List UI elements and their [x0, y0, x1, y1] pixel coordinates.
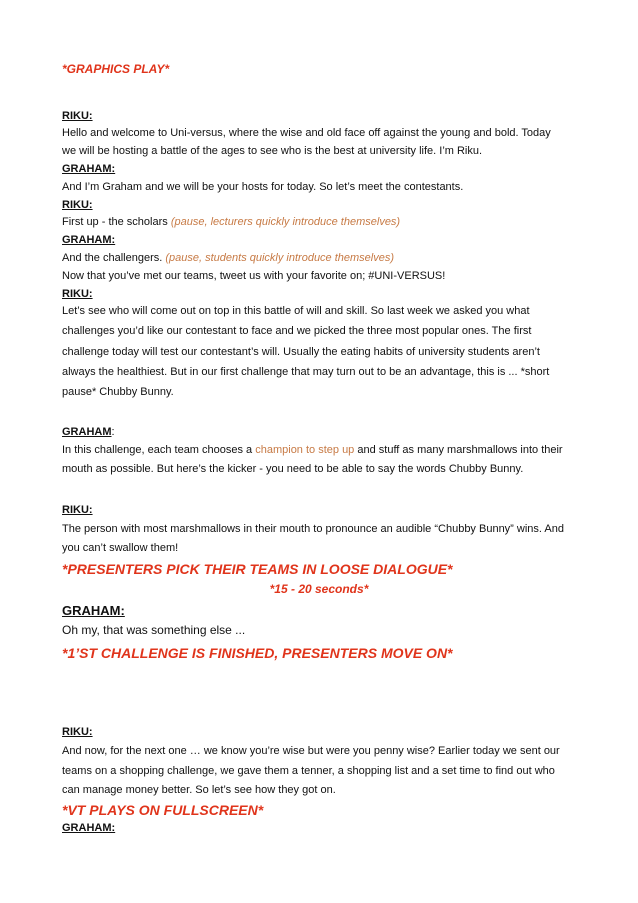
- riku-line-10a: And now, for the next one … we know you’re wise but were you penny wise? Earlier today we sent our: [62, 745, 560, 757]
- riku-line-1b: we will be hosting a battle of the ages to see who is the best at university life. I’m Riku.: [62, 145, 483, 157]
- line-text: And the challengers.: [62, 252, 166, 264]
- riku-line-6c: challenge today will test our contestant’s will. Usually the eating habits of university students aren’t: [62, 346, 540, 358]
- speaker-graham: GRAHAM:: [62, 822, 116, 834]
- speaker-riku: RIKU:: [62, 726, 93, 738]
- graham-line-7b: mouth as possible. But here’s the kicker - you need to be able to say the words Chubby Bunny.: [62, 463, 524, 475]
- speaker-colon: :: [111, 426, 115, 438]
- riku-line-6d: always the healthiest. But in our first challenge that may turn out to be an advantage, this is ... *short: [62, 366, 550, 378]
- speaker-riku: RIKU:: [62, 288, 93, 300]
- graham-line-9: Oh my, that was something else ...: [62, 623, 246, 637]
- line-text: In this challenge, each team chooses a: [62, 444, 256, 456]
- speaker-riku: RIKU:: [62, 110, 93, 122]
- speaker-riku: RIKU:: [62, 504, 93, 516]
- highlight-text: champion to step up: [255, 444, 355, 456]
- duration-cue: *15 - 20 seconds*: [269, 582, 369, 596]
- graham-line-7a: [62, 444, 582, 457]
- vt-plays-cue: *VT PLAYS ON FULLSCREEN*: [62, 802, 264, 818]
- speaker-graham: GRAHAM:: [62, 603, 125, 618]
- stage-direction: (pause, lecturers quickly introduce themselves): [170, 216, 401, 228]
- graham-speaker-line: [62, 426, 582, 439]
- line-text: and stuff as many marshmallows into their: [354, 444, 563, 456]
- riku-line-10b: teams on a shopping challenge, we gave them a tenner, a shopping list and a set time to find out who: [62, 765, 555, 777]
- riku-line-8b: you can’t swallow them!: [62, 542, 179, 554]
- line-text: First up - the scholars: [62, 216, 171, 228]
- riku-line-3: [62, 216, 582, 229]
- speaker-graham: GRAHAM:: [62, 163, 116, 175]
- graham-line-2: And I’m Graham and we will be your hosts for today. So let’s meet the contestants.: [62, 181, 464, 193]
- speaker-graham: GRAHAM: [62, 426, 112, 438]
- graphics-cue: *GRAPHICS PLAY*: [62, 62, 170, 76]
- riku-line-8a: The person with most marshmallows in their mouth to pronounce an audible “Chubby Bunny” wins. And: [62, 523, 564, 535]
- riku-line-6e: pause* Chubby Bunny.: [62, 386, 174, 398]
- speaker-graham: GRAHAM:: [62, 234, 116, 246]
- riku-line-10c: can manage money better. So let’s see how they got on.: [62, 784, 336, 796]
- graham-line-5: Now that you’ve met our teams, tweet us with your favorite on; #UNI-VERSUS!: [62, 270, 446, 282]
- riku-line-1a: Hello and welcome to Uni-versus, where the wise and old face off against the young and bold. Today: [62, 127, 551, 139]
- speaker-riku: RIKU:: [62, 199, 93, 211]
- riku-line-6a: Let’s see who will come out on top in this battle of will and skill. So last week we asked you what: [62, 305, 530, 317]
- riku-line-6b: challenges you’d like our contestant to face and we picked the three most popular ones. The first: [62, 325, 532, 337]
- challenge-finished-cue: *1’ST CHALLENGE IS FINISHED, PRESENTERS MOVE ON*: [62, 645, 453, 661]
- pick-teams-cue: *PRESENTERS PICK THEIR TEAMS IN LOOSE DIALOGUE*: [62, 561, 453, 577]
- graham-line-4: [62, 252, 582, 265]
- stage-direction: (pause, students quickly introduce themselves): [165, 252, 395, 264]
